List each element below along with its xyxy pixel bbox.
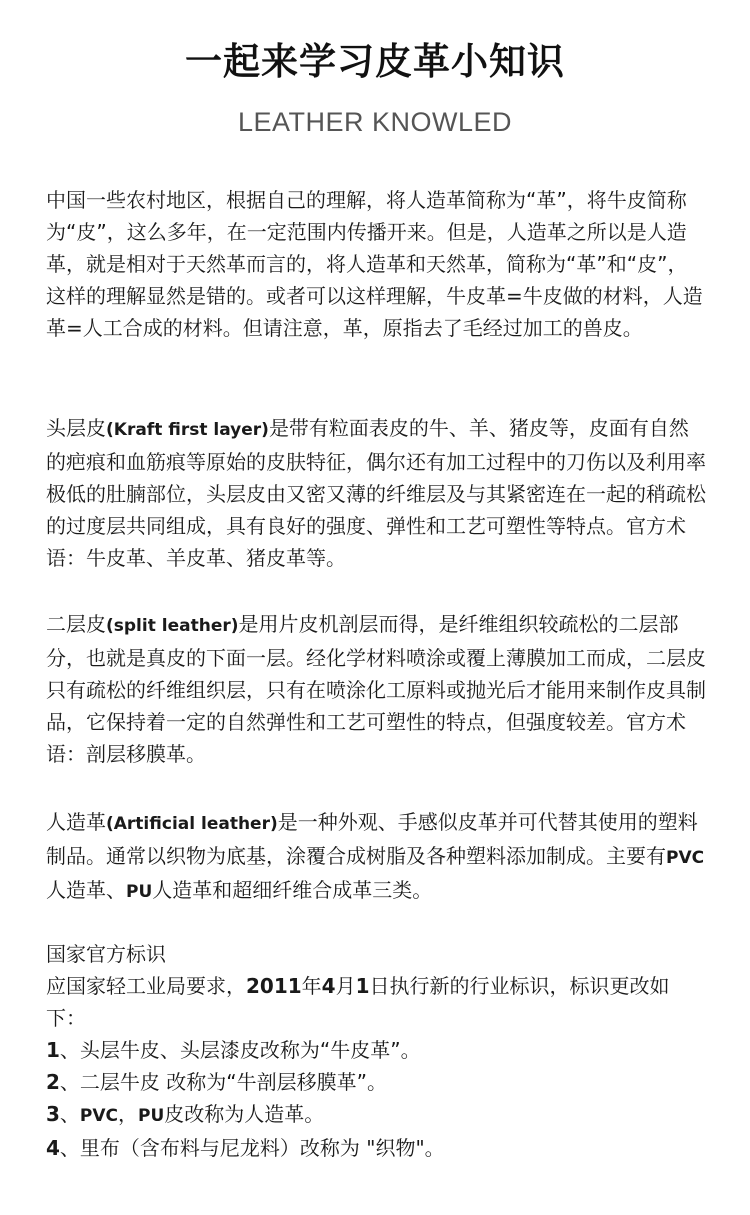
official-month: 4 [321, 974, 336, 998]
artificial-leather-paragraph [46, 806, 706, 908]
list-item [46, 1098, 706, 1132]
list-item-number: 1 [46, 1038, 60, 1062]
artificial-description-3: 人造革和超细纤维合成革三类。 [152, 878, 433, 902]
page-title: 一起来学习皮革小知识 [185, 40, 565, 83]
official-paragraph [46, 938, 706, 1034]
official-text-2: 年 [301, 974, 322, 998]
first-layer-term: 头层皮 [46, 416, 106, 440]
page-subtitle: LEATHER KNOWLED [237, 107, 513, 137]
official-text-3: 月 [335, 974, 356, 998]
list-pu-label: PU [138, 1106, 165, 1126]
list-item-text: 头层牛皮、头层漆皮改称为“牛皮革”。 [79, 1038, 421, 1062]
artificial-term: 人造革 [46, 810, 106, 834]
list-item-separator: 、 [59, 1038, 80, 1062]
list-item-number: 3 [46, 1102, 60, 1126]
list-item-mid: ， [118, 1102, 139, 1126]
split-layer-paragraph [46, 608, 706, 770]
list-item-number: 2 [46, 1070, 60, 1094]
official-text-1: 应国家轻工业局要求， [46, 974, 246, 998]
label-change-list [46, 1034, 706, 1164]
list-item-separator: 、 [59, 1136, 80, 1160]
list-item [46, 1132, 706, 1164]
official-day: 1 [355, 974, 370, 998]
artificial-description-2: 人造革、 [46, 878, 126, 902]
official-heading: 国家官方标识 [46, 942, 166, 966]
list-item [46, 1066, 706, 1098]
first-layer-description: 是带有粒面表皮的牛、羊、猪皮等，皮面有自然的疤痕和血筋痕等原始的皮肤特征，偶尔还有加工过程中的刀伤以及利用率极低的肚腩部位，头层皮由又密又薄的纤维层及与其紧密连在一起的稍疏松的过度层共同组成，具有良好的强度、弹性和工艺可塑性等特点。官方术语：牛皮革、羊皮革、猪皮革等。 [46, 416, 706, 570]
list-item-separator: 、 [59, 1070, 80, 1094]
artificial-english-term: (Artificial leather) [106, 814, 278, 834]
split-layer-description: 是用片皮机剖层而得，是纤维组织较疏松的二层部分，也就是真皮的下面一层。经化学材料喷涂或覆上薄膜加工而成，二层皮只有疏松的纤维组织层，只有在喷涂化工原料或抛光后才能用来制作皮具制品，它保持着一定的自然弹性和工艺可塑性的特点，但强度较差。官方术语：剖层移膜革。 [46, 612, 706, 766]
first-layer-paragraph [46, 412, 706, 574]
artificial-description-1: 是一种外观、手感似皮革并可代替其使用的塑料制品。通常以织物为底基，涂覆合成树脂及各种塑料添加制成。主要有 [46, 810, 698, 868]
list-item [46, 1034, 706, 1066]
list-pvc-label: PVC [79, 1106, 119, 1126]
list-item-text: 二层牛皮 改称为“牛剖层移膜革”。 [79, 1070, 388, 1094]
list-item-number: 4 [46, 1136, 60, 1160]
list-item-separator: 、 [59, 1102, 80, 1126]
split-layer-english-term: (split leather) [106, 616, 239, 636]
first-layer-english-term: (Kraft first layer) [106, 420, 269, 440]
list-item-text: 皮改称为人造革。 [164, 1102, 325, 1126]
split-layer-term: 二层皮 [46, 612, 106, 636]
official-year: 2011 [246, 974, 302, 998]
list-item-text: 里布（含布料与尼龙料）改称为 "织物"。 [79, 1136, 445, 1160]
intro-paragraph: 中国一些农村地区，根据自己的理解，将人造革简称为“革”，将牛皮简称为“皮”，这么多年，在一定范围内传播开来。但是，人造革之所以是人造革，就是相对于天然革而言的，将人造革和天然革，简称为“革”和“皮”，这样的理解显然是错的。或者可以这样理解，牛皮革=牛皮做的材料，人造革=人工合成的材料。但请注意，革，原指去了毛经过加工的兽皮。 [46, 188, 703, 340]
official-text-4: 日执行新的行业标识，标识更改如下： [46, 974, 670, 1030]
pvc-label: PVC [666, 848, 705, 868]
pu-label: PU [126, 882, 153, 902]
